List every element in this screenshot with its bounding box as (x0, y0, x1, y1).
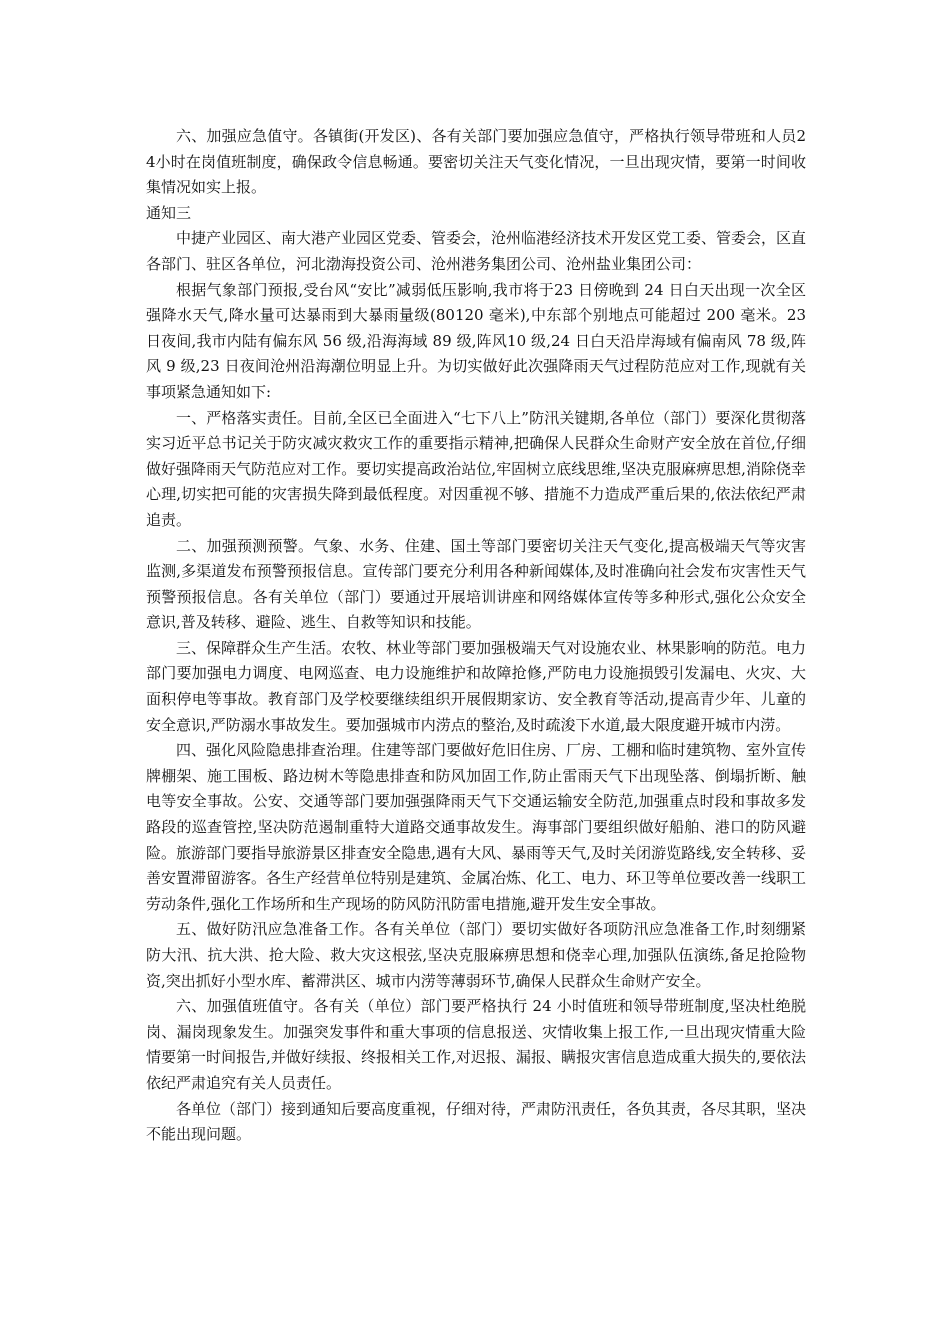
paragraph-duty-1: 六、加强应急值守。各镇街(开发区)、各有关部门要加强应急值守，严格执行领导带班和人员24小时在岗值班制度，确保政令信息畅通。要密切关注天气变化情况，一旦出现灾情，要第一时间收集情况如实上报。 (146, 127, 806, 197)
paragraph-duty-2: 六、加强值班值守。各有关（单位）部门要严格执行 24 小时值班和领导带班制度,坚决杜绝脱岗、漏岗现象发生。加强突发事件和重大事项的信息报送、灾情收集上报工作,一旦出现灾情重大险情要第一时间报告,并做好续报、终报相关工作,对迟报、漏报、瞒报灾害信息造成重大损失的,要依法依纪严肃追究有关人员责任。 (146, 997, 806, 1092)
document-body (146, 124, 806, 1148)
paragraph-livelihood: 三、保障群众生产生活。农牧、林业等部门要加强极端天气对设施农业、林果影响的防范。电力部门要加强电力调度、电网巡查、电力设施维护和故障抢修,严防电力设施损毁引发漏电、火灾、大面积停电等事故。教育部门及学校要继续组织开展假期家访、安全教育等活动,提高青少年、儿童的安全意识,严防溺水事故发生。要加强城市内涝点的整治,及时疏浚下水道,最大限度避开城市内涝。 (146, 638, 807, 734)
paragraph-forecast: 根据气象部门预报,受台风“安比”减弱低压影响,我市将于23 日傍晚到 24 日白天出现一次全区强降水天气,降水量可达暴雨到大暴雨量级(80120 毫米),中东部个别地点可能超过 200 毫米。23 日夜间,我市内陆有偏东风 56 级,沿海海域 89 级,阵风10 级,24 日白天沿岸海域有偏南风 78 级,阵风 9 级,23 日夜间沧州沿海潮位明显上升。为切实做好此次强降雨天气过程防范应对工作,现就有关事项紧急通知如下: (146, 280, 806, 401)
notice-heading: 通知三 (146, 203, 192, 222)
paragraph-closing: 各单位（部门）接到通知后要高度重视，仔细对待，严肃防汛责任，各负其责，各尽其职，坚决不能出现问题。 (146, 1099, 807, 1144)
paragraph-responsibility: 一、严格落实责任。目前,全区已全面进入“七下八上”防汛关键期,各单位（部门）要深化贯彻落实习近平总书记关于防灾减灾救灾工作的重要指示精神,把确保人民群众生命财产安全放在首位,仔细做好强降雨天气防范应对工作。要切实提高政治站位,牢固树立底线思维,坚决克服麻痹思想,消除侥幸心理,切实把可能的灾害损失降到最低程度。对因重视不够、措施不力造成严重后果的,依法依纪严肃追责。 (146, 408, 806, 529)
paragraph-risk-inspection: 四、强化风险隐患排查治理。住建等部门要做好危旧住房、厂房、工棚和临时建筑物、室外宣传牌棚架、施工围板、路边树木等隐患排查和防风加固工作,防止雷雨天气下出现坠落、倒塌折断、触电等安全事故。公安、交通等部门要加强强降雨天气下交通运输安全防范,加强重点时段和事故多发路段的巡查管控,坚决防范遏制重特大道路交通事故发生。海事部门要组织做好船舶、港口的防风避险。旅游部门要指导旅游景区排查安全隐患,遇有大风、暴雨等天气,及时关闭游览路线,安全转移、妥善安置滞留游客。各生产经营单位特别是建筑、金属冶炼、化工、电力、环卫等单位要改善一线职工劳动条件,强化工作场所和生产现场的防风防汛防雷电措施,避开发生安全事故。 (146, 741, 807, 913)
paragraph-preparation: 五、做好防汛应急准备工作。各有关单位（部门）要切实做好各项防汛应急准备工作,时刻绷紧防大汛、抗大洪、抢大险、救大灾这根弦,坚决克服麻痹思想和侥幸心理,加强队伍演练,备足抢险物资,突出抓好小型水库、蓄滞洪区、城市内涝等薄弱环节,确保人民群众生命财产安全。 (146, 920, 806, 990)
paragraph-warning: 二、加强预测预警。气象、水务、住建、国土等部门要密切关注天气变化,提高极端天气等灾害监测,多渠道发布预警预报信息。宣传部门要充分利用各种新闻媒体,及时准确向社会发布灾害性天气预警预报信息。各有关单位（部门）要通过开展培训讲座和网络媒体宣传等多种形式,强化公众安全意识,普及转移、避险、逃生、自救等知识和技能。 (146, 536, 806, 632)
paragraph-recipients: 中捷产业园区、南大港产业园区党委、管委会，沧州临港经济技术开发区党工委、管委会，区直各部门、驻区各单位，河北渤海投资公司、沧州港务集团公司、沧州盐业集团公司： (146, 229, 807, 273)
